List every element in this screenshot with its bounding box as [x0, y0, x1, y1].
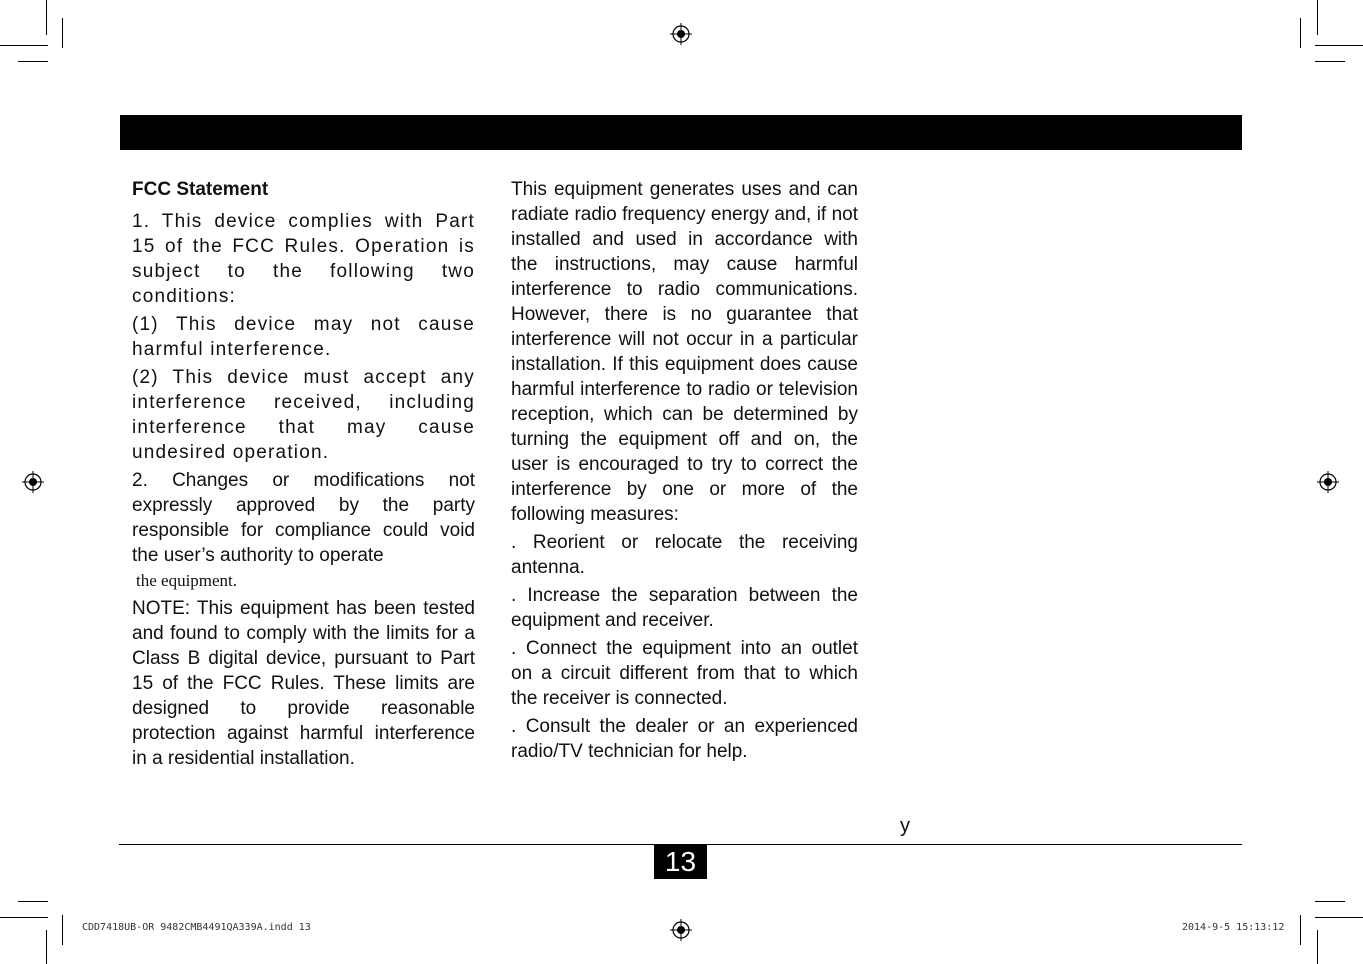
crop-mark — [0, 917, 48, 918]
crop-mark — [1315, 61, 1345, 62]
paragraph: (1) This device may not cause harmful interference. — [132, 314, 475, 360]
registration-mark-icon — [670, 919, 692, 941]
crop-mark — [46, 0, 47, 35]
paragraph: NOTE: This equipment has been tested and found to comply with the limits for a Class B digital device, pursuant to Part 15 of the FCC Rules. These limits are designed to provide reasonable protection against harmful interference in a residential installation. — [132, 598, 475, 769]
crop-mark — [62, 915, 63, 945]
crop-mark — [62, 18, 63, 48]
crop-mark — [1317, 930, 1318, 964]
paragraph: (2) This device must accept any interference received, including interference that may cause undesired operation. — [132, 367, 475, 463]
stray-character: y — [900, 815, 910, 837]
crop-mark — [18, 901, 48, 902]
crop-mark — [46, 930, 47, 964]
crop-mark — [1315, 917, 1363, 918]
registration-mark-icon — [670, 23, 692, 45]
crop-mark — [1317, 0, 1318, 35]
crop-mark — [0, 45, 48, 46]
slug-file-info: CDD7418UB-OR 9482CMB4491QA339A.indd 13 — [82, 922, 311, 933]
left-column — [132, 177, 475, 774]
list-item: . Increase the separation between the equipment and receiver. — [511, 585, 858, 631]
registration-mark-icon — [1317, 471, 1339, 493]
page-number: 13 — [654, 845, 707, 879]
crop-mark — [1300, 915, 1301, 945]
crop-mark — [1315, 45, 1363, 46]
paragraph: This equipment generates uses and can radiate radio frequency energy and, if not installed and used in accordance with the instructions, may cause harmful interference to radio communications. However, there is no guarantee that interference will not occur in a particular installation. If this equipment does cause harmful interference to radio or television reception, which can be determined by turning the equipment off and on, the user is encouraged to try to correct the interference by one or more of the following measures: — [511, 179, 858, 525]
paragraph: 2. Changes or modifications not expressly approved by the party responsible for compliance could void the user’s authority to operate — [132, 470, 475, 566]
paragraph-tail: the equipment. — [136, 571, 238, 590]
section-title: FCC Statement — [132, 179, 269, 200]
paragraph: 1. This device complies with Part 15 of the FCC Rules. Operation is subject to the following two conditions: — [132, 211, 475, 307]
list-item: . Consult the dealer or an experienced radio/TV technician for help. — [511, 716, 858, 762]
registration-mark-icon — [22, 471, 44, 493]
list-item: . Reorient or relocate the receiving antenna. — [511, 532, 858, 578]
crop-mark — [18, 61, 48, 62]
list-item: . Connect the equipment into an outlet on a circuit different from that to which the receiver is connected. — [511, 638, 858, 709]
right-column — [511, 177, 858, 767]
header-bar — [120, 115, 1242, 150]
slug-timestamp: 2014-9-5 15:13:12 — [1182, 922, 1285, 933]
crop-mark — [1315, 901, 1345, 902]
crop-mark — [1300, 18, 1301, 48]
